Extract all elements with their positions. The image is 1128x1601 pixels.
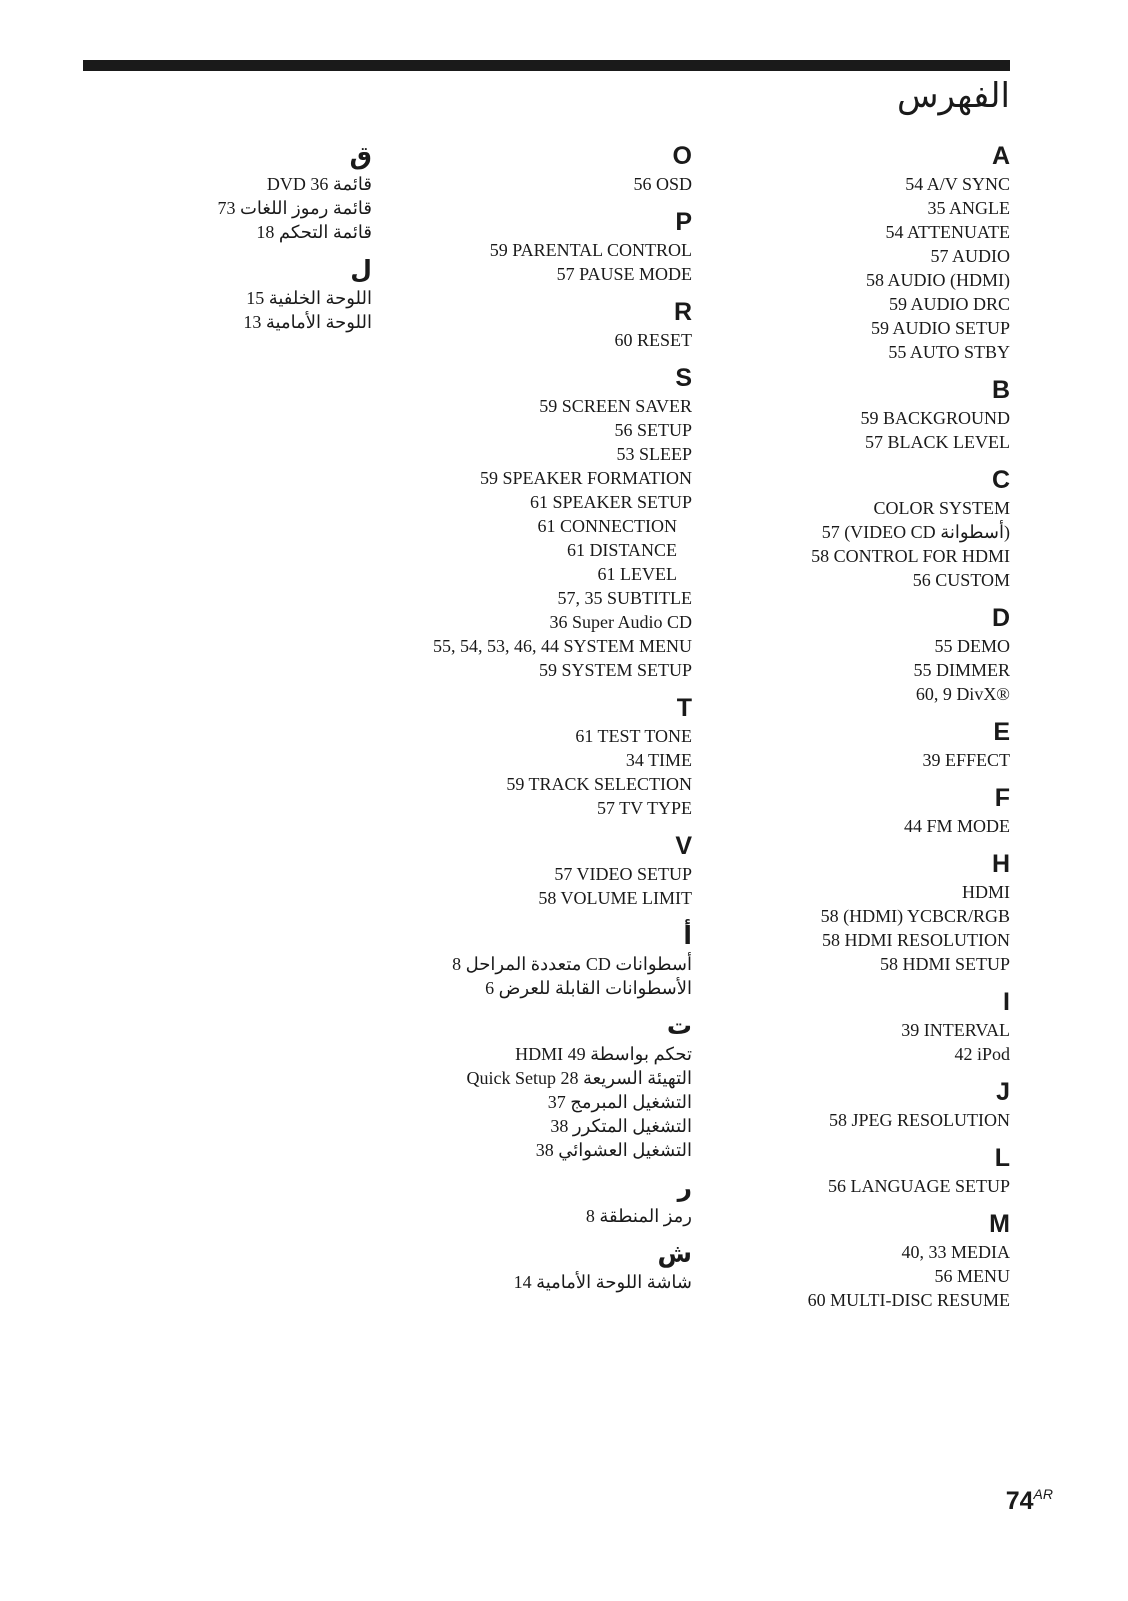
index-entry: 56 OSD xyxy=(633,174,692,194)
index-entry: 56 MENU xyxy=(934,1266,1010,1286)
section-letter: ل xyxy=(350,256,372,284)
index-entry: 58 HDMI RESOLUTION xyxy=(822,930,1010,950)
index-entry: 58 (HDMI) YCBCR/RGB xyxy=(820,906,1010,926)
section-letter: T xyxy=(676,694,692,722)
index-entry: التهيئة السريعة Quick Setup 28 xyxy=(466,1068,692,1088)
index-entry: 58 VOLUME LIMIT xyxy=(538,888,692,908)
section-letter: ر xyxy=(677,1174,692,1202)
index-section xyxy=(690,782,1010,838)
section-letter: V xyxy=(675,832,692,860)
section-letter: B xyxy=(991,376,1010,404)
index-entry: 59 SYSTEM SETUP xyxy=(538,660,692,680)
index-entry: رمز المنطقة 8 xyxy=(585,1206,692,1226)
index-entry: قائمة التحكم 18 xyxy=(256,222,372,242)
index-section xyxy=(132,140,372,244)
section-letter: ق xyxy=(349,142,372,170)
section-letter: ت xyxy=(666,1012,692,1040)
index-section xyxy=(372,830,692,910)
index-entry: 60, 9 DivX® xyxy=(915,684,1010,704)
index-entry: 57 (VIDEO CD أسطوانة) xyxy=(821,522,1010,542)
index-section xyxy=(690,1142,1010,1198)
index-entry: قائمة DVD 36 xyxy=(266,174,372,194)
index-entry: 55 DEMO xyxy=(934,636,1010,656)
section-letter: H xyxy=(991,850,1010,878)
index-entry: اللوحة الأمامية 13 xyxy=(243,312,372,332)
page-number xyxy=(1006,1486,1053,1516)
index-entry: تحكم بواسطة HDMI 49 xyxy=(515,1044,692,1064)
index-entry: 53 SLEEP xyxy=(616,444,692,464)
index-entry: 34 TIME xyxy=(625,750,692,770)
index-section xyxy=(690,1076,1010,1132)
index-column-left xyxy=(132,140,372,344)
index-entry: 58 AUDIO (HDMI) xyxy=(866,270,1010,290)
index-entry: 61 SPEAKER SETUP xyxy=(529,492,692,512)
index-entry: شاشة اللوحة الأمامية 14 xyxy=(513,1272,692,1292)
index-entry: 59 SCREEN SAVER xyxy=(539,396,692,416)
section-letter: D xyxy=(991,604,1010,632)
index-entry: 57 AUDIO xyxy=(930,246,1010,266)
top-rule xyxy=(83,60,1010,71)
index-entry: 56 SETUP xyxy=(614,420,692,440)
index-entry: 59 PARENTAL CONTROL xyxy=(489,240,692,260)
index-entry: التشغيل المتكرر 38 xyxy=(550,1116,692,1136)
index-entry: 55, 54, 53, 46, 44 SYSTEM MENU xyxy=(432,636,692,656)
index-section xyxy=(690,716,1010,772)
index-entry: 60 RESET xyxy=(614,330,692,350)
index-entry: 57 BLACK LEVEL xyxy=(865,432,1010,452)
index-entry: 59 AUDIO DRC xyxy=(888,294,1010,314)
index-entry: 58 CONTROL FOR HDMI xyxy=(811,546,1010,566)
index-section xyxy=(690,1208,1010,1312)
index-entry: 59 AUDIO SETUP xyxy=(870,318,1010,338)
index-entry: 39 EFFECT xyxy=(922,750,1010,770)
index-section xyxy=(372,296,692,352)
index-entry: 54 A/V SYNC xyxy=(905,174,1010,194)
index-entry: 55 DIMMER xyxy=(913,660,1010,680)
index-entry: التشغيل العشوائي 38 xyxy=(535,1140,692,1160)
index-entry: الأسطوانات القابلة للعرض 6 xyxy=(485,978,692,998)
section-letter: C xyxy=(991,466,1010,494)
section-letter: E xyxy=(993,718,1010,746)
index-entry: 59 BACKGROUND xyxy=(860,408,1010,428)
section-letter: R xyxy=(673,298,692,326)
section-letter: J xyxy=(996,1078,1010,1106)
index-section xyxy=(372,206,692,286)
section-letter: A xyxy=(991,142,1010,170)
section-letter: P xyxy=(675,208,692,236)
index-entry: 36 Super Audio CD xyxy=(549,612,692,632)
index-entry: 40, 33 MEDIA xyxy=(901,1242,1010,1262)
section-letter: أ xyxy=(683,922,692,950)
section-letter: O xyxy=(672,142,692,170)
index-entry: 57 VIDEO SETUP xyxy=(554,864,692,884)
section-letter: S xyxy=(675,364,692,392)
index-entry: 60 MULTI-DISC RESUME xyxy=(807,1290,1010,1310)
index-entry: 57 PAUSE MODE xyxy=(556,264,692,284)
section-letter: I xyxy=(1003,988,1010,1016)
index-section xyxy=(690,140,1010,364)
page-number-value: 74 xyxy=(1005,1487,1034,1515)
index-entry: 56 CUSTOM xyxy=(912,570,1010,590)
index-entry: 57 TV TYPE xyxy=(596,798,692,818)
index-section xyxy=(372,920,692,1000)
index-entry: 42 iPod xyxy=(954,1044,1010,1064)
index-entry: اللوحة الخلفية 15 xyxy=(246,288,372,308)
index-section xyxy=(690,464,1010,592)
index-entry: 35 ANGLE xyxy=(927,198,1010,218)
index-section xyxy=(690,848,1010,976)
index-entry: 61 CONNECTION xyxy=(537,516,677,536)
index-entry: 61 LEVEL xyxy=(597,564,677,584)
index-entry: 58 JPEG RESOLUTION xyxy=(828,1110,1010,1130)
index-entry: 54 ATTENUATE xyxy=(885,222,1010,242)
index-entry: قائمة رموز اللغات 73 xyxy=(217,198,372,218)
index-section xyxy=(690,986,1010,1066)
index-entry: 61 DISTANCE xyxy=(566,540,677,560)
section-letter: L xyxy=(994,1144,1010,1172)
index-entry: 55 AUTO STBY xyxy=(888,342,1010,362)
index-section xyxy=(132,254,372,334)
index-section xyxy=(372,362,692,682)
index-column-right xyxy=(690,140,1010,1322)
index-section xyxy=(372,140,692,196)
index-entry: 44 FM MODE xyxy=(903,816,1010,836)
section-letter: F xyxy=(994,784,1010,812)
page-title: الفهرس xyxy=(897,76,1010,116)
index-entry: التشغيل المبرمج 37 xyxy=(547,1092,692,1112)
index-entry: HDMI xyxy=(962,882,1010,902)
index-entry: 61 TEST TONE xyxy=(575,726,692,746)
index-entry: 56 LANGUAGE SETUP xyxy=(828,1176,1010,1196)
index-column-middle xyxy=(372,140,692,1304)
index-section xyxy=(372,1010,692,1162)
page-number-suffix: AR xyxy=(1033,1486,1053,1502)
index-section xyxy=(690,374,1010,454)
section-letter: ش xyxy=(657,1240,692,1268)
index-entry: COLOR SYSTEM xyxy=(873,498,1010,518)
index-section xyxy=(372,1172,692,1228)
index-entry: أسطوانات CD متعددة المراحل 8 xyxy=(452,954,692,974)
index-section xyxy=(372,1238,692,1294)
index-section xyxy=(690,602,1010,706)
index-entry: 39 INTERVAL xyxy=(901,1020,1010,1040)
index-section xyxy=(372,692,692,820)
index-entry: 59 TRACK SELECTION xyxy=(506,774,692,794)
section-letter: M xyxy=(989,1210,1010,1238)
index-entry: 59 SPEAKER FORMATION xyxy=(479,468,692,488)
index-entry: 58 HDMI SETUP xyxy=(879,954,1010,974)
index-entry: 57, 35 SUBTITLE xyxy=(557,588,692,608)
